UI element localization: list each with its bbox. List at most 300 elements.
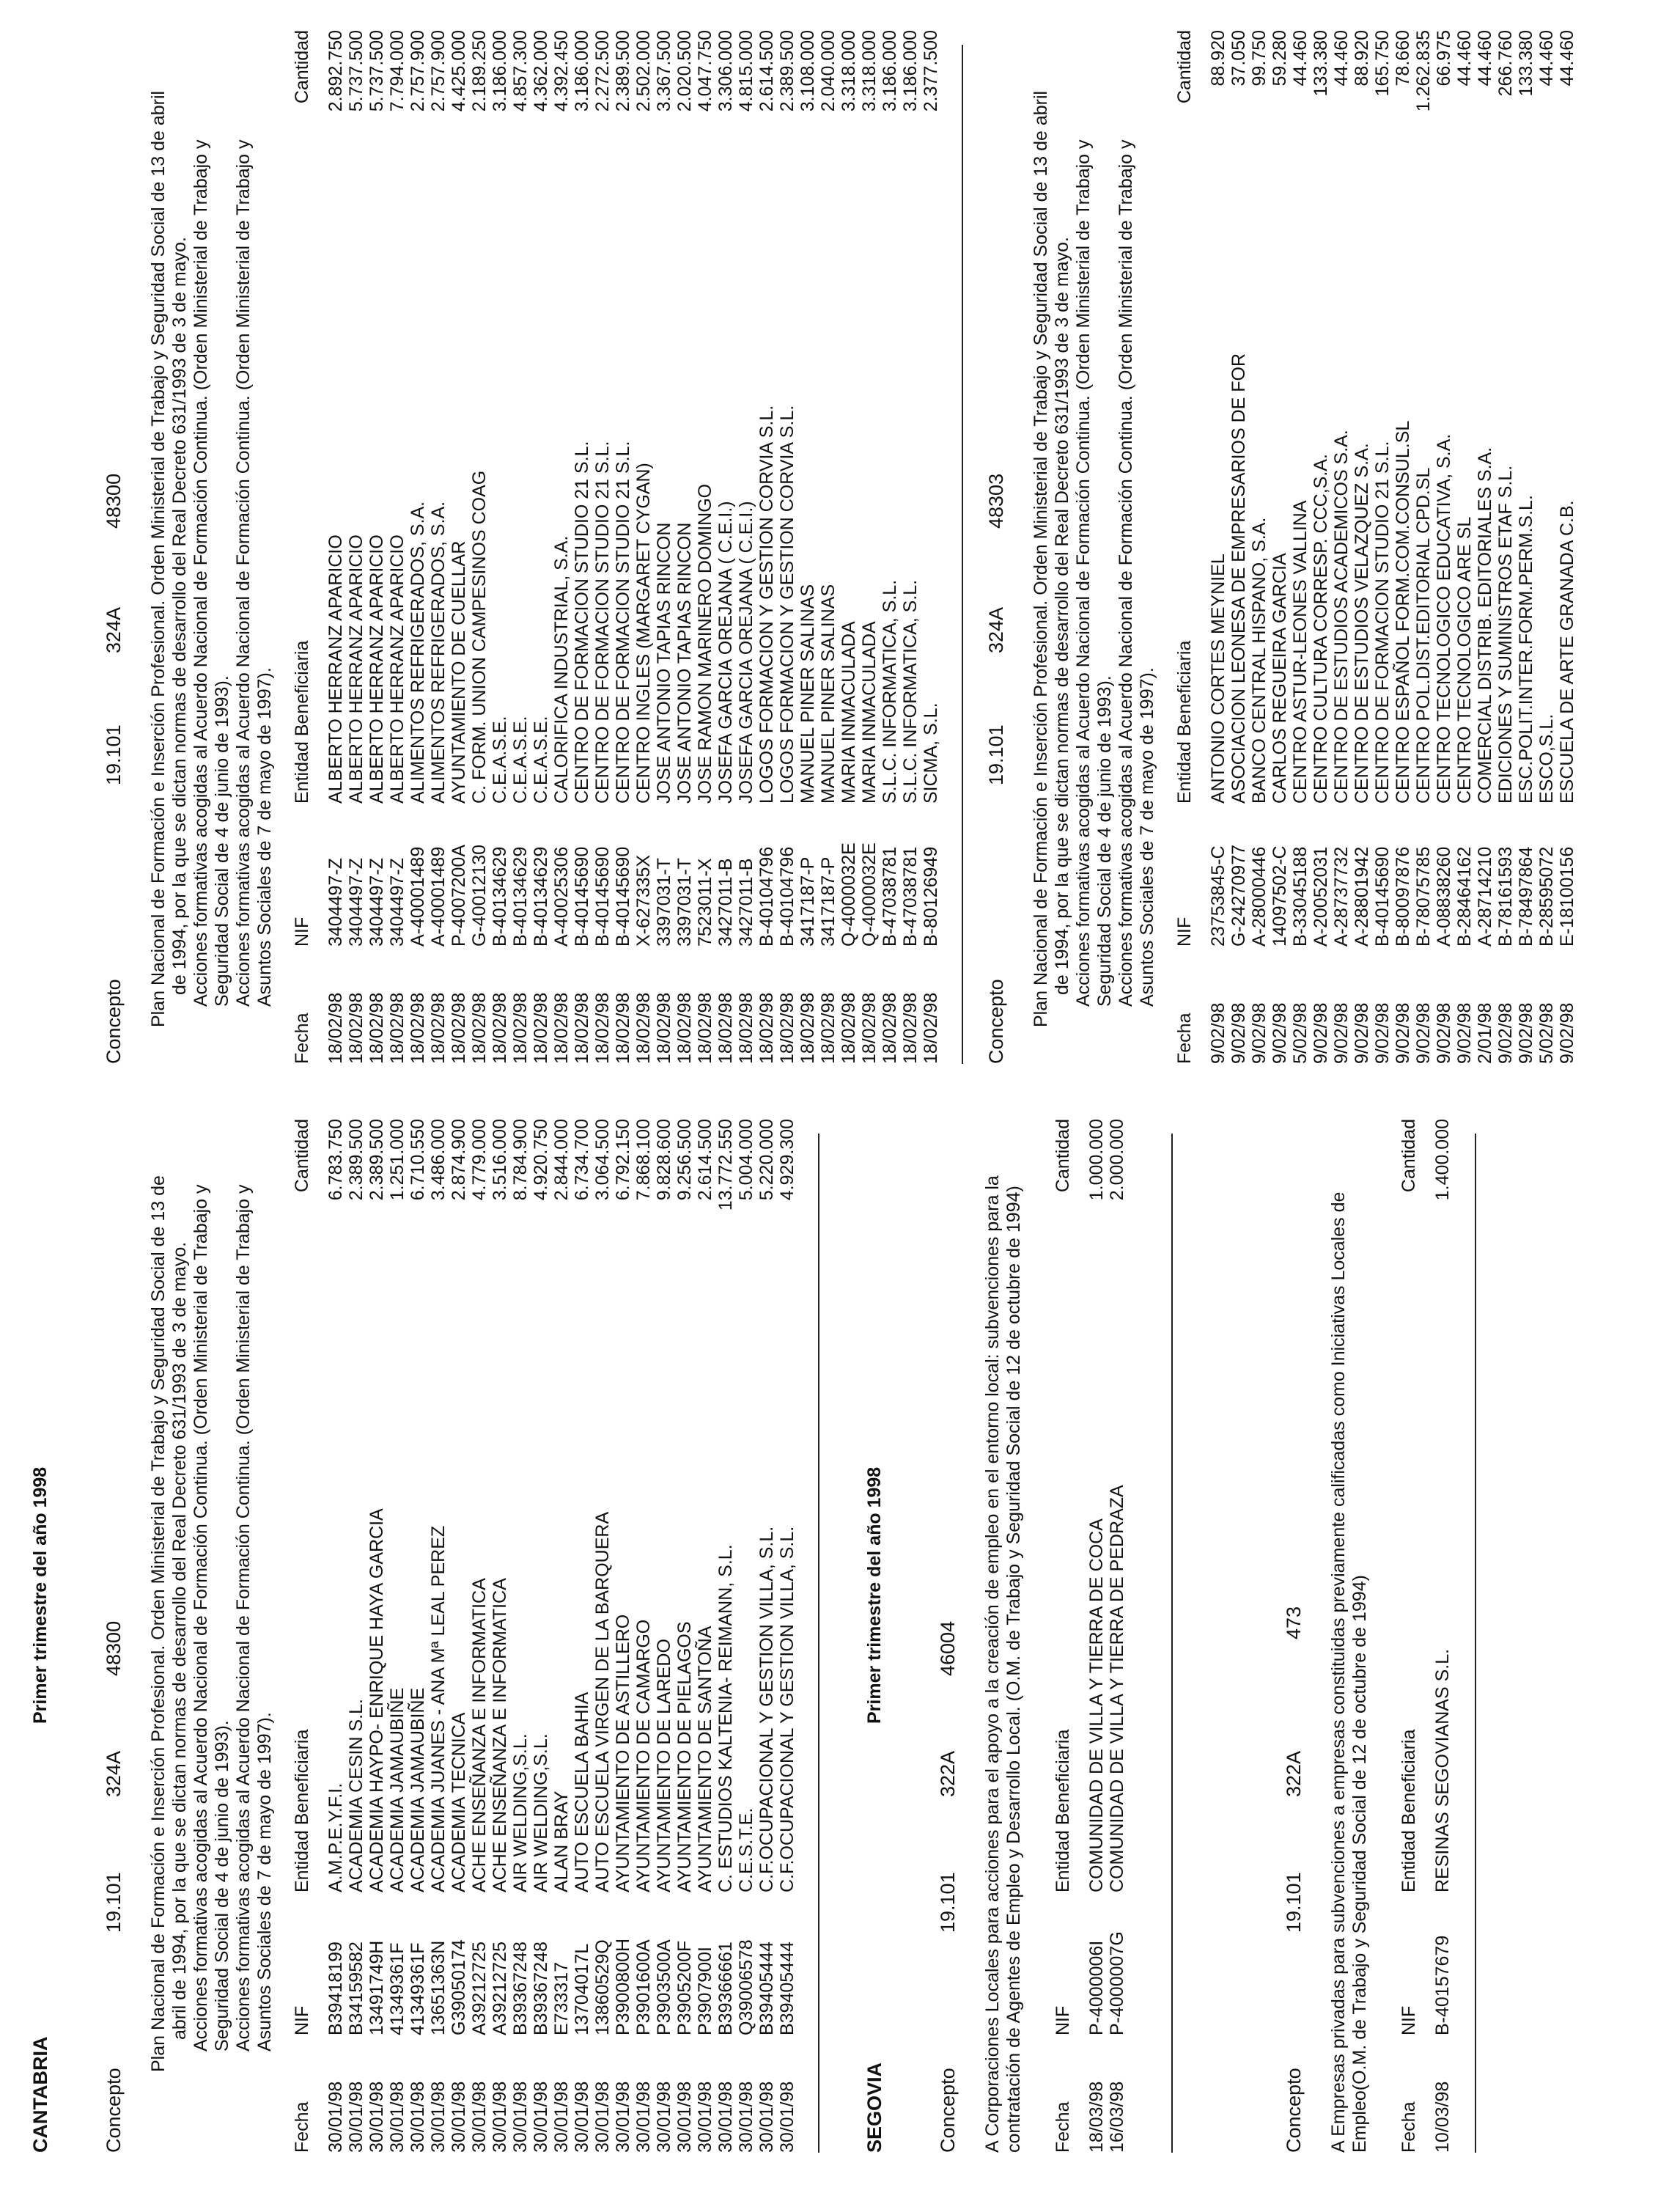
cell-nif: G-40012130 <box>469 844 490 947</box>
table-row <box>325 8 346 1064</box>
cell-entidad: ESCUELA DE ARTE GRANADA C.B. <box>1557 500 1577 804</box>
cell-fecha: 18/02/98 <box>777 992 797 1064</box>
cell-fecha: 9/02/98 <box>1331 1002 1352 1064</box>
cell-cantidad: 266.760 <box>1495 30 1516 97</box>
cell-nif: 3404497-Z <box>387 858 408 947</box>
cell-cantidad: 13.772.550 <box>715 1119 736 1211</box>
cell-cantidad: 3.516.000 <box>490 1119 510 1201</box>
cell-entidad: ACADEMIA JAMAUBIÑE <box>408 1687 428 1892</box>
cell-fecha: 30/01/98 <box>777 2081 797 2153</box>
left-column <box>81 1097 1664 2153</box>
cell-nif: B-47038781 <box>900 846 921 947</box>
col-fecha: Fecha <box>1053 2101 1073 2153</box>
cell-fecha: 18/02/98 <box>674 992 695 1064</box>
table-row <box>592 1097 613 2153</box>
cell-entidad: JOSE ANTONIO TAPIAS RINCON <box>654 522 674 804</box>
cell-cantidad: 1.400.000 <box>1432 1119 1453 1201</box>
cell-fecha: 30/01/98 <box>408 2081 428 2153</box>
cell-entidad: ALBERTO HERRANZ APARICIO <box>346 535 366 804</box>
cell-cantidad: 2.272.500 <box>592 30 613 112</box>
cell-cantidad: 3.367.500 <box>654 30 674 112</box>
cell-fecha: 30/01/98 <box>592 2081 613 2153</box>
cell-nif: B-40134629 <box>510 846 531 947</box>
cell-cantidad: 2.844.000 <box>551 1119 572 1201</box>
section-cantabria-48300 <box>103 1097 819 2153</box>
concepto-row <box>985 8 1014 1064</box>
col-cantidad: Cantidad <box>1053 1119 1073 1193</box>
concepto-code1: 19.101 <box>1283 1872 1305 1933</box>
table-row <box>428 8 449 1064</box>
table-row <box>449 8 469 1064</box>
cell-cantidad: 7.794.000 <box>387 30 408 112</box>
cell-fecha: 2/01/98 <box>1475 1002 1495 1064</box>
cell-fecha: 30/01/98 <box>490 2081 510 2153</box>
cell-cantidad: 3.318.000 <box>839 30 859 112</box>
cell-fecha: 9/02/98 <box>1372 1002 1393 1064</box>
cell-nif: A-40001489 <box>408 846 428 947</box>
cell-nif: A39212725 <box>490 1942 510 2035</box>
table-row <box>695 1097 715 2153</box>
concepto-code3: 46004 <box>937 1620 959 1676</box>
cell-nif: A-28737732 <box>1331 846 1352 947</box>
cell-entidad: ALBERTO HERRANZ APARICIO <box>366 535 387 804</box>
cell-entidad: MANUEL PINER SALINAS <box>797 584 818 804</box>
cell-entidad: AYUNTAMIENTO DE SANTOÑA <box>695 1626 715 1892</box>
table-row <box>1352 8 1372 1064</box>
cell-entidad: ACADEMIA JUANES - ANA Mª LEAL PEREZ <box>428 1525 449 1892</box>
desc-text: A Corporaciones Locales para acciones para el apoyo a la creación de empleo en el entorno local: subvenciones para la contratación de Agentes de Empleo y Desarrollo Local. (O.M. de Trabajo y Seguridad Social de 12 de octubre de 1994) <box>982 1175 1024 2153</box>
cell-entidad: C.E.A.S.E. <box>490 716 510 804</box>
cell-nif: B-28595072 <box>1536 846 1557 947</box>
cell-fecha: 18/02/98 <box>325 992 346 1064</box>
cell-fecha: 16/03/98 <box>1107 2081 1127 2153</box>
cell-entidad: CALORIFICA INDUSTRIAL, S.A. <box>551 535 572 804</box>
concepto-code1: 19.101 <box>103 1872 125 1933</box>
cell-nif: A39212725 <box>469 1942 490 2035</box>
table-row <box>551 1097 572 2153</box>
cell-nif: 13491749H <box>366 1940 387 2035</box>
cell-fecha: 30/01/98 <box>510 2081 531 2153</box>
cell-entidad: S.L.C. INFORMATICA, S.L. <box>900 579 921 804</box>
col-entidad: Entidad Beneficiaria <box>1399 1729 1419 1892</box>
cell-fecha: 18/02/98 <box>428 992 449 1064</box>
table-row <box>387 1097 408 2153</box>
table-row <box>1331 8 1352 1064</box>
table-body <box>1208 8 1577 1064</box>
cell-nif: A-08838260 <box>1434 846 1454 947</box>
cell-nif: P3903500A <box>654 1939 674 2035</box>
cell-cantidad: 1.262.835 <box>1413 30 1434 112</box>
section-right-48300 <box>103 8 963 1064</box>
cell-entidad: CENTRO TECNOLOGICO ARE SL <box>1454 516 1475 804</box>
cell-fecha: 18/02/98 <box>880 992 900 1064</box>
col-entidad: Entidad Beneficiaria <box>292 1729 312 1892</box>
table-row <box>592 8 613 1064</box>
cell-entidad: MARIA INMACULADA <box>839 621 859 804</box>
col-cantidad: Cantidad <box>1399 1119 1419 1193</box>
cell-nif: A-28000446 <box>1249 846 1270 947</box>
concepto-label: Concepto <box>1283 2068 1305 2153</box>
cell-fecha: 18/02/98 <box>797 992 818 1064</box>
cell-entidad: C.E.S.T.E. <box>736 1807 756 1892</box>
cell-cantidad: 2.757.900 <box>408 30 428 112</box>
section-right-48303 <box>985 8 1577 1064</box>
table-row <box>613 8 633 1064</box>
cell-nif: B-80126949 <box>921 846 941 947</box>
cell-fecha: 9/02/98 <box>1228 1002 1249 1064</box>
desc-text: A Empresas privadas para subvenciones a empresas constituidas previamente calificadas como Iniciativas Locales de Empleo(O.M. de Trabajo y Seguridad Social de 12 de octubre de 1994) <box>1328 1191 1370 2153</box>
cell-fecha: 30/01/98 <box>695 2081 715 2153</box>
cell-entidad: ASOCIACION LEONESA DE EMPRESARIOS DE FOR <box>1228 353 1249 804</box>
cell-cantidad: 3.318.000 <box>859 30 880 112</box>
concepto-code3: 48303 <box>985 473 1007 529</box>
cell-nif: A-28714210 <box>1475 846 1495 947</box>
cell-fecha: 18/02/98 <box>756 992 777 1064</box>
concepto-description <box>982 1134 1025 2153</box>
table-row <box>1495 8 1516 1064</box>
concepto-code3: 473 <box>1283 1606 1305 1639</box>
cell-entidad: CENTRO POL.DIST.EDITORIAL CPD.SL <box>1413 467 1434 804</box>
concepto-description <box>148 1163 276 2153</box>
desc-plan: Plan Nacional de Formación e Inserción Profesional. Orden Ministerial de Trabajo y Seguridad Social de 13 de abril de 1994, por la que se dictan normas de desarrollo del Real Decreto 631/1993 de 3 de mayo. <box>148 90 190 1027</box>
table-row <box>1270 8 1290 1064</box>
cell-nif: 41349361F <box>387 1942 408 2035</box>
cell-cantidad: 4.815.000 <box>736 30 756 112</box>
cell-cantidad: 59.280 <box>1270 30 1290 87</box>
concepto-label: Concepto <box>103 2068 125 2153</box>
table-header <box>1399 1097 1423 2153</box>
cell-nif: 41349361F <box>408 1942 428 2035</box>
cell-fecha: 18/02/98 <box>531 992 551 1064</box>
cell-nif: B-40157679 <box>1432 1935 1453 2035</box>
cell-cantidad: 44.460 <box>1557 30 1577 87</box>
cell-fecha: 30/01/98 <box>551 2081 572 2153</box>
cell-entidad: S.L.C. INFORMATICA, S.L. <box>880 579 900 804</box>
cell-entidad: CENTRO ESPAÑOL FORM.COM.CONSUL.SL <box>1393 420 1413 804</box>
cell-entidad: MANUEL PINER SALINAS <box>818 584 839 804</box>
table-row <box>449 1097 469 2153</box>
concepto-description <box>1328 1134 1371 2153</box>
table-row <box>346 8 366 1064</box>
concepto-row <box>103 1097 132 2153</box>
cell-fecha: 18/02/98 <box>449 992 469 1064</box>
cell-entidad: ACADEMIA HAYPO- ENRIQUE HAYA GARCIA <box>366 1508 387 1892</box>
cell-nif: P3907900I <box>695 1947 715 2035</box>
cell-fecha: 30/01/98 <box>449 2081 469 2153</box>
cell-nif: 3397031-T <box>654 858 674 947</box>
col-cantidad: Cantidad <box>1174 30 1195 104</box>
table-row <box>469 1097 490 2153</box>
col-fecha: Fecha <box>292 2101 312 2153</box>
region-cantabria: CANTABRIA <box>29 2036 51 2153</box>
cell-cantidad: 5.737.500 <box>346 30 366 112</box>
table-row <box>654 1097 674 2153</box>
table-header <box>1053 1097 1077 2153</box>
table-row <box>674 1097 695 2153</box>
cell-nif: 3417187-P <box>797 856 818 947</box>
cell-cantidad: 133.380 <box>1516 30 1536 97</box>
table-row <box>1290 8 1311 1064</box>
cell-fecha: 18/02/98 <box>469 992 490 1064</box>
cell-cantidad: 4.392.450 <box>551 30 572 112</box>
table-row <box>1536 8 1557 1064</box>
table-row <box>1107 1097 1127 2153</box>
cell-cantidad: 5.004.000 <box>736 1119 756 1201</box>
cell-cantidad: 4.929.300 <box>777 1119 797 1201</box>
table-body <box>325 1097 797 2153</box>
cell-nif: A-40001489 <box>428 846 449 947</box>
col-entidad: Entidad Beneficiaria <box>1053 1729 1073 1892</box>
table-row <box>900 8 921 1064</box>
col-fecha: Fecha <box>292 1013 312 1064</box>
cell-entidad: AIR WELDING,S.L. <box>531 1733 551 1892</box>
table-row <box>1249 8 1270 1064</box>
table-row <box>777 1097 797 2153</box>
cell-cantidad: 3.186.000 <box>572 30 592 112</box>
concepto-row <box>103 8 132 1064</box>
cell-entidad: C.F.OCUPACIONAL Y GESTION VILLA, S.L. <box>777 1526 797 1892</box>
cell-nif: B-40104796 <box>756 846 777 947</box>
cell-cantidad: 2.389.500 <box>346 1119 366 1201</box>
col-nif: NIF <box>1053 2005 1073 2035</box>
cell-fecha: 9/02/98 <box>1352 1002 1372 1064</box>
table-row <box>715 1097 736 2153</box>
divider <box>962 45 963 1064</box>
cell-nif: B-40134629 <box>531 846 551 947</box>
cell-entidad: ANTONIO CORTES MEYNIEL <box>1208 554 1228 804</box>
cell-nif: E733317 <box>551 1961 572 2035</box>
concepto-code3: 48300 <box>103 1620 125 1676</box>
cell-fecha: 18/02/98 <box>408 992 428 1064</box>
col-cantidad: Cantidad <box>292 30 312 104</box>
cell-fecha: 9/02/98 <box>1208 1002 1228 1064</box>
cell-fecha: 18/02/98 <box>633 992 654 1064</box>
table-row <box>408 1097 428 2153</box>
table-row <box>839 8 859 1064</box>
table-row <box>572 8 592 1064</box>
cell-fecha: 9/02/98 <box>1495 1002 1516 1064</box>
table-header <box>1174 8 1199 1064</box>
concepto-row <box>1283 1097 1312 2153</box>
cell-cantidad: 2.614.500 <box>756 30 777 112</box>
divider <box>1171 1134 1173 2153</box>
cell-fecha: 30/01/98 <box>469 2081 490 2153</box>
cell-nif: 23753845-C <box>1208 845 1228 947</box>
cell-nif: E-18100156 <box>1557 846 1577 947</box>
cell-nif: B39418199 <box>325 1942 346 2035</box>
table-row <box>880 8 900 1064</box>
cell-cantidad: 99.750 <box>1249 30 1270 87</box>
table-row <box>1434 8 1454 1064</box>
cell-cantidad: 3.306.000 <box>715 30 736 112</box>
cell-cantidad: 2.040.000 <box>818 30 839 112</box>
cell-nif: A-20052031 <box>1311 846 1331 947</box>
cell-cantidad: 37.050 <box>1228 30 1249 87</box>
cell-fecha: 18/02/98 <box>654 992 674 1064</box>
cell-entidad: AUTO ESCUELA VIRGEN DE LA BARQUERA <box>592 1511 613 1892</box>
cell-cantidad: 4.920.750 <box>531 1119 551 1201</box>
concepto-code1: 19.101 <box>985 724 1007 785</box>
cell-nif: B39367248 <box>510 1942 531 2035</box>
cell-cantidad: 44.460 <box>1454 30 1475 87</box>
cell-entidad: JOSEFA GARCIA OREJANA ( C.E.I.) <box>736 501 756 804</box>
cell-cantidad: 66.975 <box>1434 30 1454 87</box>
cell-entidad: ALIMENTOS REFRIGERADOS, S.A. <box>428 501 449 804</box>
cell-cantidad: 78.660 <box>1393 30 1413 87</box>
cell-nif: B39405444 <box>777 1942 797 2035</box>
col-nif: NIF <box>1399 2005 1419 2035</box>
table-row <box>490 8 510 1064</box>
cell-fecha: 5/02/98 <box>1290 1002 1311 1064</box>
cell-fecha: 18/02/98 <box>736 992 756 1064</box>
cell-entidad: COMUNIDAD DE VILLA Y TIERRA DE PEDRAZA <box>1107 1485 1127 1892</box>
cell-cantidad: 2.000.000 <box>1107 1119 1127 1201</box>
cell-entidad: C.E.A.S.E. <box>531 716 551 804</box>
cell-entidad: ESCO,S.L. <box>1536 713 1557 804</box>
table-row <box>366 8 387 1064</box>
cell-fecha: 9/02/98 <box>1249 1002 1270 1064</box>
cell-nif: B-47038781 <box>880 846 900 947</box>
table-row <box>613 1097 633 2153</box>
table-row <box>797 8 818 1064</box>
cell-fecha: 18/02/98 <box>572 992 592 1064</box>
cell-entidad: MARIA INMACULADA <box>859 621 880 804</box>
cell-fecha: 30/01/98 <box>346 2081 366 2153</box>
cell-entidad: CENTRO ASTUR-LEONES VALLINA <box>1290 500 1311 804</box>
cell-cantidad: 9.828.600 <box>654 1119 674 1201</box>
cell-entidad: ACADEMIA TECNICA <box>449 1712 469 1892</box>
cell-entidad: JOSE ANTONIO TAPIAS RINCON <box>674 522 695 804</box>
table-row <box>1228 8 1249 1064</box>
cell-nif: P3905200F <box>674 1940 695 2035</box>
cell-entidad: LOGOS FORMACION Y GESTION CORVIA S.L. <box>756 405 777 804</box>
cell-fecha: 18/02/98 <box>551 992 572 1064</box>
table-body <box>325 8 941 1064</box>
table-row <box>469 8 490 1064</box>
cell-nif: B-33045188 <box>1290 846 1311 947</box>
concepto-code2: 324A <box>985 606 1007 653</box>
cell-entidad: BANCO CENTRAL HISPANO, S.A. <box>1249 517 1270 804</box>
cell-cantidad: 4.425.000 <box>449 30 469 112</box>
cell-entidad: CENTRO TECNOLOGICO EDUCATIVA, S.A. <box>1434 433 1454 804</box>
cell-entidad: COMUNIDAD DE VILLA Y TIERRA DE COCA <box>1086 1518 1107 1892</box>
cell-cantidad: 3.186.000 <box>880 30 900 112</box>
cell-cantidad: 2.757.900 <box>428 30 449 112</box>
cell-cantidad: 2.614.500 <box>695 1119 715 1201</box>
cell-cantidad: 3.108.000 <box>797 30 818 112</box>
cell-fecha: 18/02/98 <box>490 992 510 1064</box>
cell-cantidad: 4.857.300 <box>510 30 531 112</box>
cell-fecha: 18/02/98 <box>592 992 613 1064</box>
cell-entidad: C. ESTUDIOS KALTENIA- REIMANN, S.L. <box>715 1544 736 1892</box>
cell-nif: P-4007200A <box>449 844 469 947</box>
cell-entidad: JOSE RAMON MARINERO DOMINGO <box>695 483 715 804</box>
cell-fecha: 9/02/98 <box>1311 1002 1331 1064</box>
cell-fecha: 30/01/98 <box>736 2081 756 2153</box>
cell-entidad: AYUNTAMIENTO DE CUELLAR <box>449 540 469 804</box>
cell-fecha: 30/01/98 <box>674 2081 695 2153</box>
cell-fecha: 9/02/98 <box>1434 1002 1454 1064</box>
cell-nif: A-28801942 <box>1352 846 1372 947</box>
cell-nif: P3900800H <box>613 1938 633 2035</box>
cell-nif: G39050174 <box>449 1939 469 2035</box>
table-row <box>633 8 654 1064</box>
cell-nif: A-40025306 <box>551 846 572 947</box>
cell-fecha: 9/02/98 <box>1270 1002 1290 1064</box>
cell-entidad: ALBERTO HERRANZ APARICIO <box>387 535 408 804</box>
region-segovia: SEGOVIA <box>863 2062 885 2153</box>
cell-entidad: CENTRO DE ESTUDIOS ACADEMICOS S.A. <box>1331 430 1352 804</box>
cell-cantidad: 44.460 <box>1290 30 1311 87</box>
cell-cantidad: 6.734.700 <box>572 1119 592 1201</box>
table-row <box>510 1097 531 2153</box>
cell-entidad: COMERCIAL DISTRIB. EDITORIALES S.A. <box>1475 447 1495 804</box>
cell-cantidad: 1.251.000 <box>387 1119 408 1201</box>
table-row <box>756 8 777 1064</box>
cell-nif: 3417187-P <box>818 856 839 947</box>
cell-cantidad: 2.389.500 <box>366 1119 387 1201</box>
cell-fecha: 18/02/98 <box>346 992 366 1064</box>
cell-entidad: AYUNTAMIENTO DE PIELAGOS <box>674 1621 695 1892</box>
col-nif: NIF <box>292 916 312 947</box>
table-row <box>531 8 551 1064</box>
table-row <box>715 8 736 1064</box>
cell-fecha: 18/02/98 <box>387 992 408 1064</box>
table-row <box>510 8 531 1064</box>
cell-entidad: CARLOS REGUEIRA GARCIA <box>1270 553 1290 804</box>
cell-fecha: 30/01/98 <box>756 2081 777 2153</box>
table-row <box>921 8 941 1064</box>
table-row <box>859 8 880 1064</box>
cell-cantidad: 133.380 <box>1311 30 1331 97</box>
cell-cantidad: 1.000.000 <box>1086 1119 1107 1201</box>
table-row <box>531 1097 551 2153</box>
cell-nif: P3901600A <box>633 1939 654 2035</box>
table-row <box>1475 8 1495 1064</box>
table-row <box>736 1097 756 2153</box>
cell-nif: 3404497-Z <box>366 858 387 947</box>
cell-entidad: ALIMENTOS REFRIGERADOS, S.A. <box>408 501 428 804</box>
cell-entidad: AYUNTAMIENTO DE ASTILLERO <box>613 1614 633 1892</box>
cell-cantidad: 4.362.000 <box>531 30 551 112</box>
cell-fecha: 18/02/98 <box>695 992 715 1064</box>
desc-plan: Plan Nacional de Formación e Inserción Profesional. Orden Ministerial de Trabajo y Seguridad Social de 13 de abril de 1994, por la que se dictan normas de desarrollo del Real Decreto 631/1993 de 3 de mayo. <box>1031 90 1072 1027</box>
cell-nif: 3427011-B <box>715 858 736 947</box>
table-row <box>756 1097 777 2153</box>
cell-entidad: CENTRO DE FORMACION STUDIO 21 S.L. <box>1372 441 1393 804</box>
cell-cantidad: 44.460 <box>1475 30 1495 87</box>
concepto-label: Concepto <box>937 2068 959 2153</box>
table-row <box>428 1097 449 2153</box>
cell-nif: G-24270977 <box>1228 844 1249 947</box>
cell-cantidad: 4.779.000 <box>469 1119 490 1201</box>
table-row <box>674 8 695 1064</box>
cell-nif: 13704017L <box>572 1943 592 2035</box>
cell-fecha: 18/02/98 <box>613 992 633 1064</box>
table-row <box>572 1097 592 2153</box>
table-row <box>695 8 715 1064</box>
cell-nif: B-40145690 <box>572 846 592 947</box>
cell-entidad: ALAN BRAY <box>551 1790 572 1892</box>
table-row <box>818 8 839 1064</box>
cell-cantidad: 2.502.000 <box>633 30 654 112</box>
cell-entidad: RESINAS SEGOVIANAS S.L. <box>1432 1648 1453 1892</box>
cell-cantidad: 3.186.000 <box>490 30 510 112</box>
desc-acciones-1993: Acciones formativas acogidas al Acuerdo Nacional de Formación Continua. (Orden Ministerial de Trabajo y Seguridad Social de 4 de junio de 1993). <box>191 139 232 1007</box>
cell-cantidad: 44.460 <box>1331 30 1352 87</box>
cell-nif: B-78075785 <box>1413 846 1434 947</box>
cell-fecha: 9/02/98 <box>1454 1002 1475 1064</box>
